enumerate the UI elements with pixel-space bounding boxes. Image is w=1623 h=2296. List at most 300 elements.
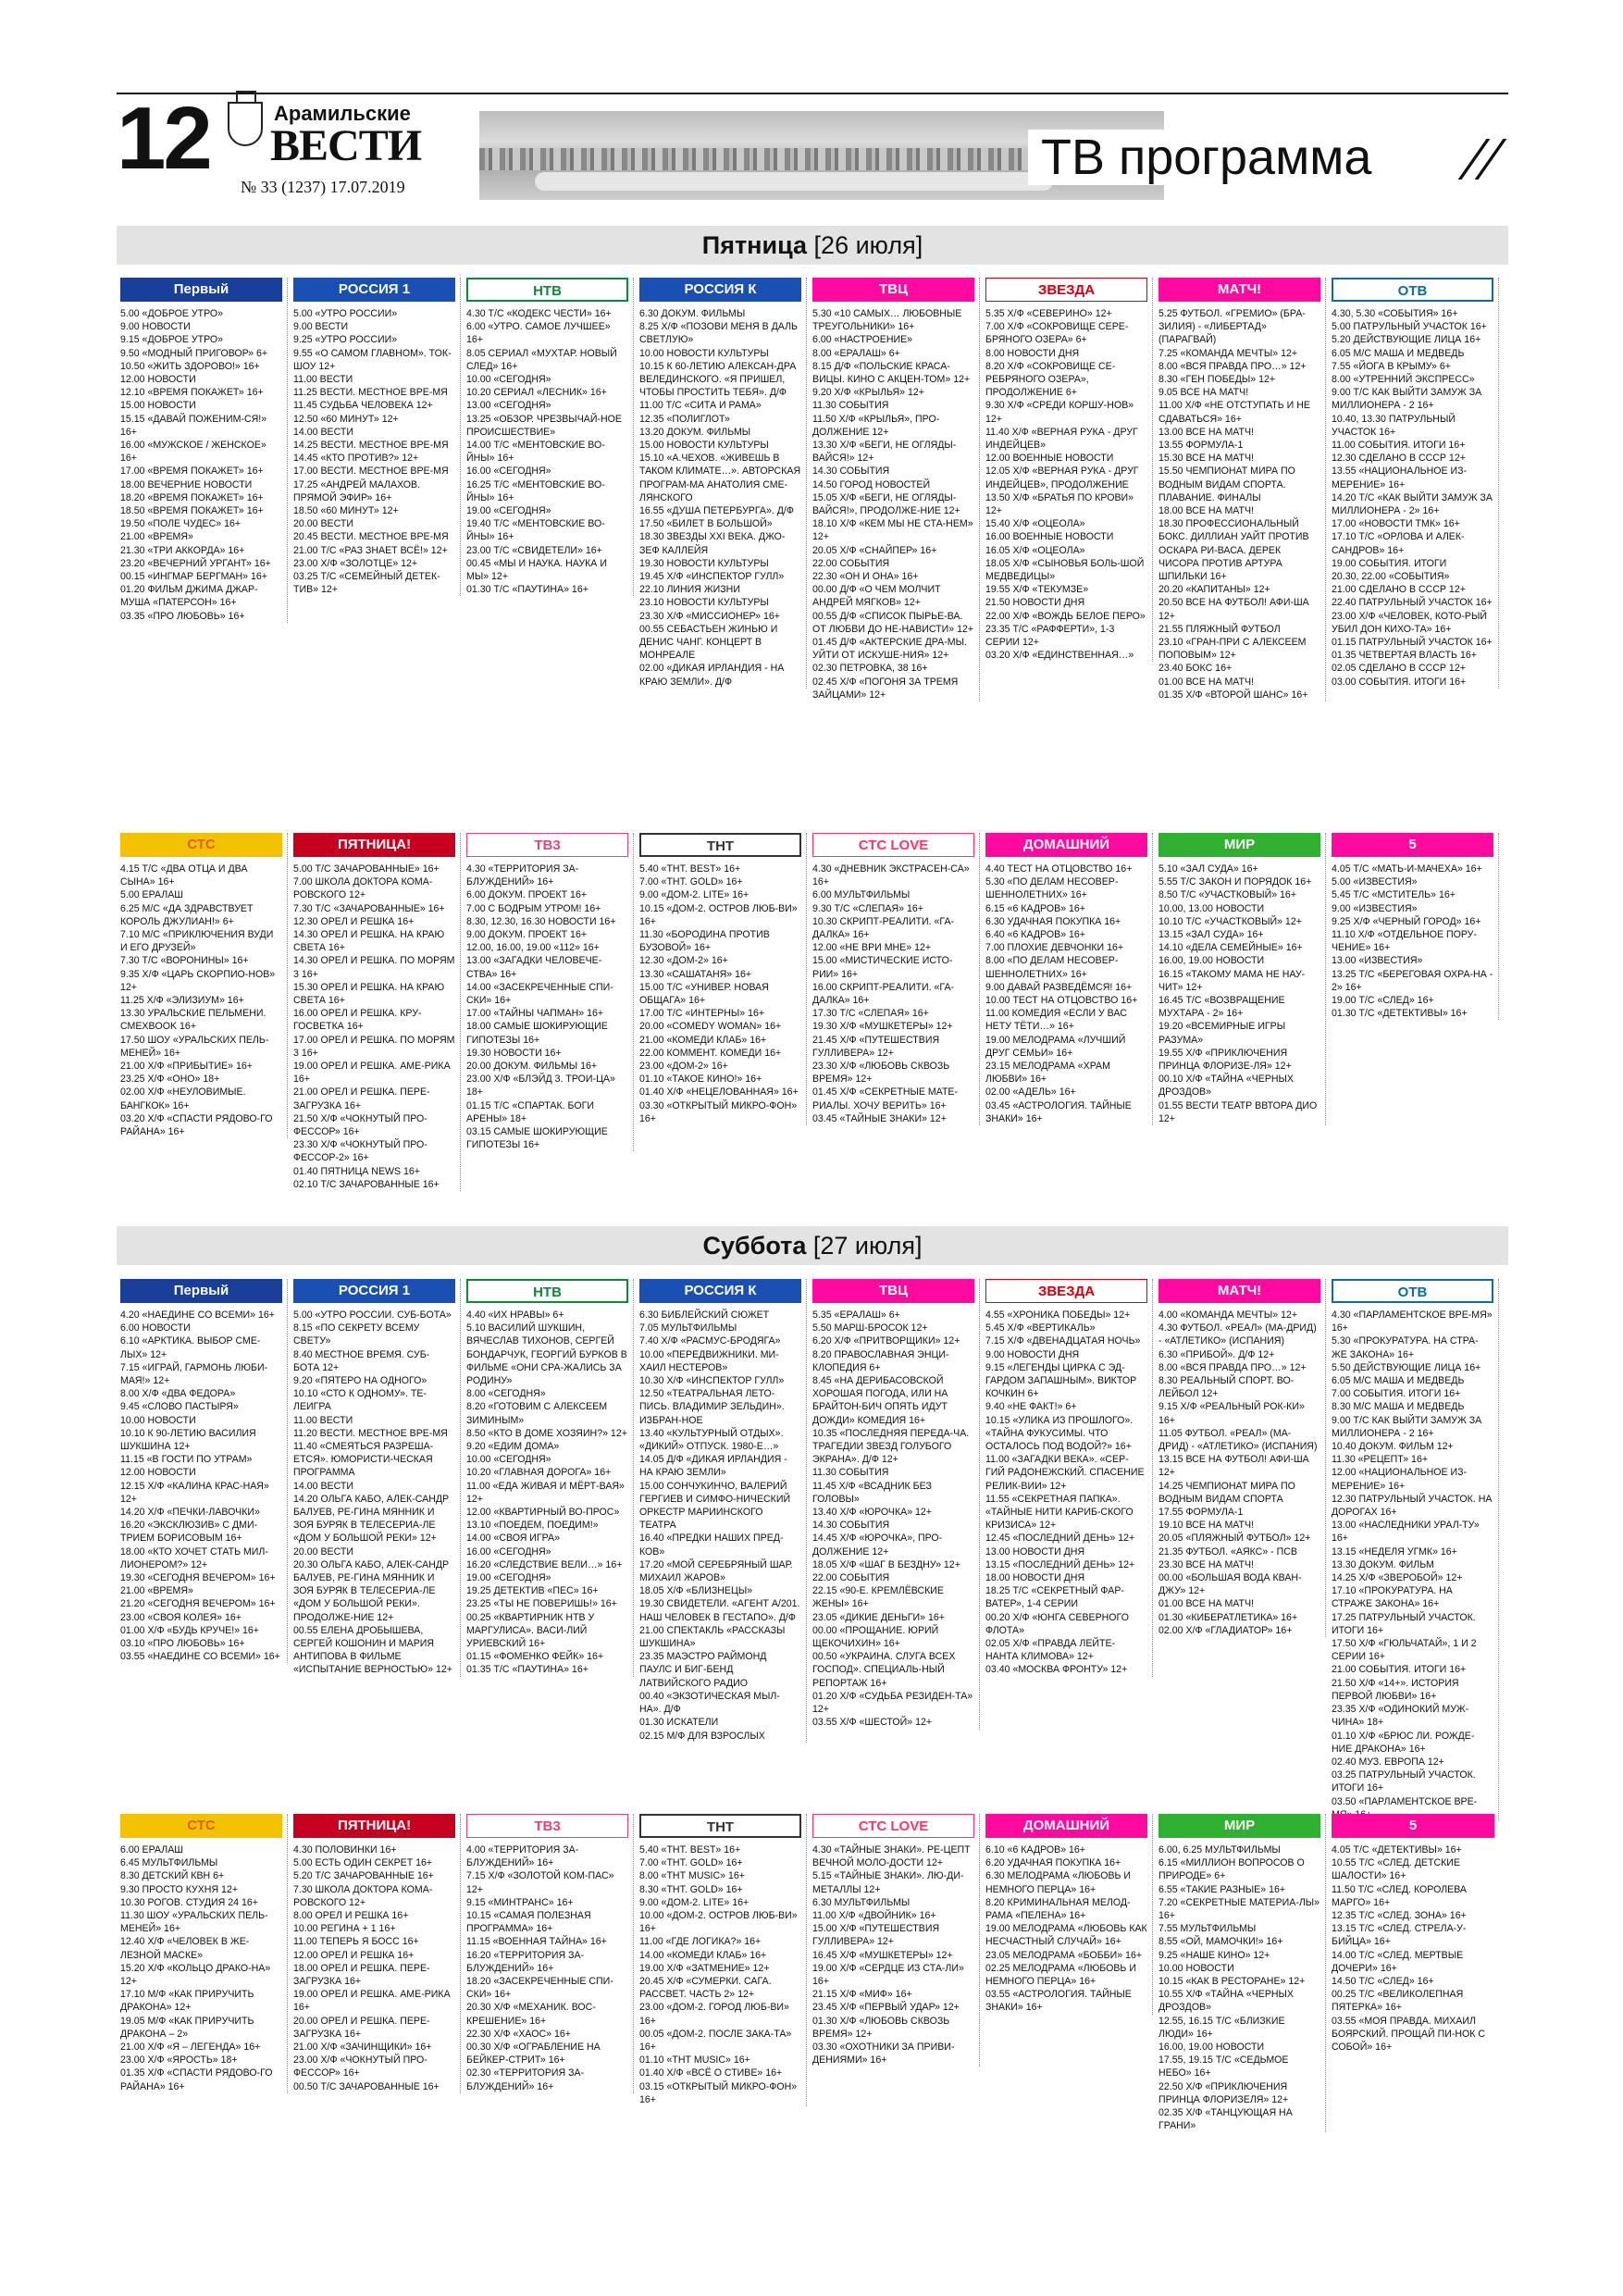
program-item: 9.00 ДОКУМ. ПРОЕКТ 16+	[466, 929, 588, 941]
program-item: 01.55 ВЕСТИ ТЕАТР ВВТОРА ДИО 12+	[1158, 1099, 1318, 1124]
program-item: 4.30 «ДНЕВНИК ЭКСТРАСЕН-СА» 16+	[812, 863, 970, 888]
program-item: 7.00 ШКОЛА ДОКТОРА КОМА-РОВСКОГО 12+	[293, 876, 433, 901]
program-item: 18.50 «ВРЕМЯ ПОКАЖЕТ» 16+	[120, 505, 264, 517]
program-item: 5.10 ВАСИЛИЙ ШУКШИН, ВЯЧЕСЛАВ ТИХОНОВ, СЕРГЕЙ БОНДАРЧУК, ГЕОРГИЙ БУРКОВ В ФИЛЬМЕ «ОНИ СРА-ЖАЛИСЬ ЗА РОДИНУ»	[466, 1322, 627, 1387]
program-item: 6.30 БИБЛЕЙСКИЙ СЮЖЕТ	[639, 1309, 770, 1321]
program-item: 01.45 Д/Ф «АКТЕРСКИЕ ДРА-МЫ. УЙТИ ОТ ИСКУШЕ-НИЯ» 12+	[812, 637, 967, 662]
program-item: 01.30 Х/Ф «ЛЮБОВЬ СКВОЗЬ ВРЕМЯ» 12+	[812, 2015, 950, 2040]
program-item: 21.45 Х/Ф «ПУТЕШЕСТВИЯ ГУЛЛИВЕРА» 12+	[812, 1034, 940, 1059]
channel-logo: МАТЧ!	[1158, 278, 1320, 302]
program-item: 8.00 «ТНТ MUSIC» 16+	[639, 1870, 745, 1882]
program-item: 21.20 «СЕГОДНЯ ВЕЧЕРОМ» 16+	[120, 1598, 276, 1610]
program-item: 03.45 «АСТРОЛОГИЯ. ТАЙНЫЕ ЗНАКИ» 16+	[985, 1099, 1132, 1124]
program-item: 8.20 КРИМИНАЛЬНАЯ МЕЛОД-РАМА «ПЕЛЕНА» 16+	[985, 1896, 1131, 1922]
program-item: 20.20 «КАПИТАНЫ» 12+	[1158, 584, 1270, 596]
program-item: 18.05 Х/Ф «БЛИЗНЕЦЫ»	[639, 1585, 753, 1597]
program-item: 18.50 «60 МИНУТ» 12+	[293, 505, 399, 517]
program-item: 22.00 СОБЫТИЯ	[812, 1572, 890, 1584]
program-item: 14.00 ВЕСТИ	[293, 426, 353, 438]
channel-logo: ТВЦ	[812, 278, 974, 302]
channel-logo: Первый	[120, 278, 282, 302]
channel-logo: РОССИЯ К	[639, 1279, 801, 1303]
program-item: 6.45 МУЛЬТФИЛЬМЫ	[120, 1857, 218, 1869]
program-item: 21.00 «ВРЕМЯ»	[120, 531, 193, 543]
program-item: 16.55 «ДУША ПЕТЕРБУРГА». Д/Ф	[639, 505, 794, 517]
program-item: 13.40 Х/Ф «ЮРОЧКА» 12+	[812, 1507, 932, 1519]
slash-decoration-icon	[1463, 139, 1505, 180]
program-item: 19.00 ОРЕЛ И РЕШКА. АМЕ-РИКА 16+	[293, 1061, 451, 1086]
program-item: 8.30, 12.30, 16.30 НОВОСТИ 16+	[466, 915, 616, 927]
program-item: 23.00 Х/Ф «ЗОЛОТЦЕ» 12+	[293, 557, 418, 569]
program-item: 4.05 Т/С «МАТЬ-И-МАЧЕХА» 16+	[1332, 863, 1482, 875]
program-item: 23.00 Х/Ф «ЯРОСТЬ» 18+	[120, 2054, 238, 2066]
program-item: 5.00 «ДОБРОЕ УТРО»	[120, 308, 224, 319]
program-item: 9.35 Х/Ф «ЦАРЬ СКОРПИО-НОВ» 12+	[120, 968, 276, 993]
program-item: 23.00 «ДОМ-2. ГОРОД ЛЮБ-ВИ» 16+	[639, 2002, 789, 2027]
program-item: 21.30 «ТРИ АККОРДА» 16+	[120, 544, 245, 556]
program-item: 20.00 «COMEDY WOMAN» 16+	[639, 1021, 782, 1033]
program-item: 19.00 СОБЫТИЯ. ИТОГИ	[1332, 557, 1447, 569]
program-item: 15.40 Х/Ф «ОЦЕОЛА»	[985, 518, 1085, 530]
program-item: 7.30 Т/С «ЗАЧАРОВАННЫЕ» 16+	[293, 902, 445, 914]
program-item: 19.00 «СЕГОДНЯ»	[466, 1572, 551, 1584]
program-item: 16.05 Х/Ф «ОЦЕОЛА»	[985, 544, 1085, 556]
program-item: 6.10 «АРКТИКА. ВЫБОР СМЕ-ЛЫХ» 12+	[120, 1335, 261, 1360]
program-item: 13.15 «НЕДЕЛЯ УГМК» 16+	[1332, 1545, 1457, 1558]
program-item: 8.05 СЕРИАЛ «МУХТАР. НОВЫЙ СЛЕД» 16+	[466, 347, 617, 372]
program-item: 17.10 Т/С «ОРЛОВА И АЛЕК-САНДРОВ» 16+	[1332, 531, 1465, 556]
program-item: 8.20 «ГОТОВИМ С АЛЕКСЕЕМ ЗИМИНЫМ»	[466, 1401, 608, 1426]
program-item: 00.25 «КВАРТИРНИК НТВ У МАРГУЛИСА». ВАСИ-ЛИЙ УРИЕВСКИЙ 16+	[466, 1611, 595, 1650]
program-item: 5.00 «УТРО РОССИИ»	[293, 308, 398, 319]
program-item: 5.25 ФУТБОЛ. «ГРЕМИО» (БРА-ЗИЛИЯ) - «ЛИБЕРТАД» (ПАРАГВАЙ)	[1158, 308, 1306, 346]
program-item: 23.25 Х/Ф «ОНО» 18+	[120, 1074, 220, 1086]
program-item: 18.25 Т/С «СЕКРЕТНЫЙ ФАР-ВАТЕР», 1-4 СЕРИИ	[985, 1585, 1124, 1610]
program-item: 11.10 Х/Ф «ОТДЕЛЬНОЕ ПОРУ-ЧЕНИЕ» 16+	[1332, 929, 1477, 954]
program-item: 17.10 М/Ф «КАК ПРИРУЧИТЬ ДРАКОНА» 12+	[120, 1989, 254, 2014]
program-item: 17.00 «ТАЙНЫ ЧАПМАН» 16+	[466, 1008, 604, 1020]
program-item: 9.00 «ИЗВЕСТИЯ»	[1332, 902, 1418, 914]
program-item: 11.45 Х/Ф «ВСАДНИК БЕЗ ГОЛОВЫ»	[812, 1480, 932, 1505]
program-item: 03.00 СОБЫТИЯ. ИТОГИ 16+	[1332, 676, 1467, 688]
program-item: 7.15 Х/Ф «ЗОЛОТОЙ КОМ-ПАС» 12+	[466, 1870, 614, 1895]
program-item: 12.30 «ДОМ-2» 16+	[639, 955, 728, 967]
program-item: 14.50 ГОРОД НОВОСТЕЙ	[812, 478, 931, 490]
program-item: 10.00 НОВОСТИ КУЛЬТУРЫ	[639, 347, 769, 359]
program-item: 14.00 «ЗАСЕКРЕЧЕННЫЕ СПИ-СКИ» 16+	[466, 981, 613, 1007]
program-item: 7.30 ШКОЛА ДОКТОРА КОМА-РОВСКОГО 12+	[293, 1883, 433, 1908]
program-item: 18.00 ВЕЧЕРНИЕ НОВОСТИ	[120, 478, 253, 490]
program-item: 4.30, 5.30 «СОБЫТИЯ» 16+	[1332, 308, 1458, 319]
program-item: 03.25 Т/С «СЕМЕЙНЫЙ ДЕТЕК-ТИВ» 12+	[293, 571, 440, 596]
program-item: 6.00 «НАСТРОЕНИЕ»	[812, 334, 913, 346]
program-item: 00.45 «МЫ И НАУКА. НАУКА И МЫ» 12+	[466, 557, 607, 583]
program-item: 11.05 ФУТБОЛ. «РЕАЛ» (МА-ДРИД) - «АТЛЕТИКО» (ИСПАНИЯ)	[1158, 1427, 1318, 1453]
program-item: 13.00 НОВОСТИ ДНЯ	[985, 1545, 1085, 1558]
program-item: 16.20 «ТЕРРИТОРИЯ ЗА-БЛУЖДЕНИЙ» 16+	[466, 1949, 585, 1974]
program-item: 7.00 «ТНТ. GOLD» 16+	[639, 876, 743, 888]
page-header	[117, 89, 1508, 215]
channel-logo: СТС	[120, 833, 282, 857]
program-item: 17.55, 19.15 Т/С «СЕДЬМОЕ НЕБО» 16+	[1158, 2054, 1289, 2079]
program-item: 17.20 «МОЙ СЕРЕБРЯНЫЙ ШАР. МИХАИЛ ЖАРОВ»	[639, 1558, 793, 1584]
program-item: 01.00 Х/Ф «БУДЬ КРУЧЕ!» 16+	[120, 1624, 259, 1636]
program-item: 7.15 «ИГРАЙ, ГАРМОНЬ ЛЮБИ-МАЯ!» 12+	[120, 1361, 268, 1387]
program-item: 21.00 ОРЕЛ И РЕШКА. ПЕРЕ-ЗАГРУЗКА 16+	[293, 1086, 430, 1111]
program-item: 01.30 Т/С «ПАУТИНА» 16+	[466, 584, 588, 596]
program-item: 20.05 Х/Ф «СНАЙПЕР» 16+	[812, 544, 937, 556]
program-item: 01.40 Х/Ф «ВСЁ О СТИВЕ» 16+	[639, 2067, 783, 2079]
program-item: 8.30 РЕАЛЬНЫЙ СПОРТ. ВО-ЛЕЙБОЛ 12+	[1158, 1375, 1295, 1400]
channel-logo: МИР	[1158, 1814, 1320, 1838]
program-item: 10.10 К 90-ЛЕТИЮ ВАСИЛИЯ ШУКШИНА 12+	[120, 1427, 256, 1453]
program-item: 10.00 НОВОСТИ	[1158, 1962, 1234, 1974]
program-item: 4.30 «ТАЙНЫЕ ЗНАКИ». РЕ-ЦЕПТ ВЕЧНОЙ МОЛО-ДОСТИ 12+	[812, 1844, 971, 1869]
program-item: 10.00 «ДОМ-2. ОСТРОВ ЛЮБ-ВИ» 16+	[639, 1910, 798, 1935]
program-item: 00.55 СЕБАСТЬЕН ЖИНЬЮ И ДЕНИС ЧАНГ. КОНЦЕРТ В МОНРЕАЛЕ	[639, 623, 778, 662]
program-item: 7.00 С БОДРЫМ УТРОМ! 16+	[466, 902, 601, 914]
program-item: 9.30 Т/С «СЛЕПАЯ» 16+	[812, 902, 923, 914]
program-item: 10.55 Т/С «СЛЕД. ДЕТСКИЕ ШАЛОСТИ» 16+	[1332, 1857, 1460, 1882]
channel-logo: РОССИЯ 1	[293, 278, 455, 302]
program-item: 16.00 «СЕГОДНЯ»	[466, 1545, 551, 1558]
program-item: 20.00 ОРЕЛ И РЕШКА. ПЕРЕ-ЗАГРУЗКА 16+	[293, 2015, 430, 2040]
program-item: 13.00 ВСЕ НА МАТЧ!	[1158, 426, 1255, 438]
program-item: 19.00 Х/Ф «СЕРДЦЕ ИЗ СТА-ЛИ» 16+	[812, 1962, 964, 1988]
program-item: 14.00 ВЕСТИ	[293, 1480, 353, 1492]
program-item: 9.00 Т/С КАК ВЫЙТИ ЗАМУЖ ЗА МИЛЛИОНЕРА - 2 16+	[1332, 1414, 1482, 1439]
program-item: 5.00 «ИЗВЕСТИЯ»	[1332, 876, 1418, 888]
program-item: 01.00 ВСЕ НА МАТЧ!	[1158, 676, 1255, 688]
program-item: 12.00 НОВОСТИ	[120, 1467, 196, 1479]
program-item: 19.45 Х/Ф «ИНСПЕКТОР ГУЛЛ»	[639, 571, 785, 583]
program-item: 10.15 «УЛИКА ИЗ ПРОШЛОГО». «ТАЙНА ФУКУСИМЫ. ЧТО ОСТАЛОСЬ ПОД ВОДОЙ?» 16+	[985, 1414, 1134, 1453]
program-item: 14.25 ВЕСТИ. МЕСТНОЕ ВРЕ-МЯ	[293, 440, 449, 452]
program-item: 10.00 «СЕГОДНЯ»	[466, 374, 551, 386]
program-item: 02.00 Х/Ф «ГЛАДИАТОР» 16+	[1158, 1624, 1293, 1636]
program-item: 23.40 БОКС 16+	[1158, 663, 1233, 675]
program-item: 11.00 ВЕСТИ	[293, 374, 353, 386]
program-item: 23.25 «ТЫ НЕ ПОВЕРИШЬ!» 16+	[466, 1598, 617, 1610]
program-item: 03.20 Х/Ф «ЕДИНСТВЕННАЯ…»	[985, 650, 1134, 662]
program-item: 18.05 Х/Ф «ШАГ В БЕЗДНУ» 12+	[812, 1558, 960, 1570]
program-item: 16.00 ОРЕЛ И РЕШКА. КРУ-ГОСВЕТКА 16+	[293, 1008, 422, 1033]
program-item: 6.30 МУЛЬТФИЛЬМЫ	[812, 1896, 911, 1908]
program-item: 20.30 ОЛЬГА КАБО, АЛЕК-САНДР БАЛУЕВ, РЕ-ГИНА МЯННИК И ЗОЯ БУРЯК В ТЕЛЕСЕРИА-ЛЕ «ДОМ У БОЛЬШОЙ РЕКИ». ПРОДОЛЖЕ-НИЕ 12+	[293, 1558, 450, 1623]
program-item: 20.30, 22.00 «СОБЫТИЯ»	[1332, 571, 1450, 583]
program-item: 01.00 ВСЕ НА МАТЧ!	[1158, 1598, 1255, 1610]
program-item: 14.25 ЧЕМПИОНАТ МИРА ПО ВОДНЫМ ВИДАМ СПОРТА	[1158, 1480, 1295, 1505]
program-item: 23.00 «ДОМ-2» 16+	[639, 1061, 728, 1073]
program-item: 7.00 Х/Ф «СОКРОВИЩЕ СЕРЕ-БРЯНОГО ОЗЕРА» 6+	[985, 321, 1129, 346]
program-item: 16.00 ВОЕННЫЕ НОВОСТИ	[985, 531, 1114, 543]
program-item: 00.00 «БОЛЬШАЯ ВОДА КВАН-ДЖУ» 12+	[1158, 1572, 1302, 1597]
program-item: 21.00 «КОМЕДИ КЛАБ» 16+	[639, 1034, 767, 1046]
program-item: 6.55 «ТАКИЕ РАЗНЫЕ» 16+	[1158, 1883, 1286, 1895]
program-item: 7.00 ПЛОХИЕ ДЕВЧОНКИ 16+	[985, 942, 1124, 954]
program-item: 03.20 Х/Ф «СПАСТИ РЯДОВО-ГО РАЙАНА» 16+	[120, 1112, 273, 1138]
program-item: 12.45 «ПОСЛЕДНИЙ ДЕНЬ» 12+	[985, 1533, 1135, 1545]
program-item: 4.05 Т/С «ДЕТЕКТИВЫ» 16+	[1332, 1844, 1462, 1855]
program-item: 12.00 НОВОСТИ	[120, 374, 196, 386]
program-item: 9.00 «ДОМ-2. LITE» 16+	[639, 1896, 750, 1908]
program-item: 4.30 Т/С «КОДЕКС ЧЕСТИ» 16+	[466, 308, 612, 319]
program-item: 17.10 «ПРОКУРАТУРА. НА СТРАЖЕ ЗАКОНА» 16+	[1332, 1585, 1453, 1610]
program-item: 03.10 «ПРО ЛЮБОВЬ» 16+	[120, 1638, 245, 1650]
program-item: 15.05 Х/Ф «БЕГИ, НЕ ОГЛЯДЫ-ВАЙСЯ!», ПРОДОЛЖЕ-НИЕ 12+	[812, 491, 960, 517]
program-item: 00.55 ЕЛЕНА ДРОБЫШЕВА, СЕРГЕЙ КОШОНИН И МАРИЯ АНТИПОВА В ФИЛЬМЕ «ИСПЫТАНИЕ ВЕРНОСТЬЮ» 12+	[293, 1624, 452, 1676]
day-title: Пятница	[701, 231, 814, 259]
program-item: 02.05 Х/Ф «ПРАВДА ЛЕЙТЕ-НАНТА КЛИМОВА» 12+	[985, 1638, 1116, 1663]
program-item: 8.30 ДЕТСКИЙ КВН 6+	[120, 1870, 225, 1882]
program-item: 4.00 «КОМАНДА МЕЧТЫ» 12+	[1158, 1309, 1298, 1321]
program-item: 9.15 «ЛЕГЕНДЫ ЦИРКА С ЭД-ГАРДОМ ЗАПАШНЫМ». ВИКТОР КОЧКИН 6+	[985, 1361, 1137, 1400]
program-item: 19.30 Х/Ф «МУШКЕТЕРЫ» 12+	[812, 1021, 953, 1033]
program-item: 10.15 К 60-ЛЕТИЮ АЛЕКСАН-ДРА ВЕЛЕДИНСКОГО. «Я ПРИШЕЛ, ЧТОБЫ ПРОСТИТЬ ТЕБЯ». Д/Ф	[639, 360, 797, 399]
channel-block	[293, 278, 461, 596]
channel-logo: ТНТ	[639, 833, 801, 857]
program-item: 9.25 Х/Ф «ЧЕРНЫЙ ГОРОД» 16+	[1332, 915, 1481, 927]
program-item: 13.00 «ЗАГАДКИ ЧЕЛОВЕЧЕ-СТВА» 16+	[466, 955, 602, 980]
program-item: 15.50 ЧЕМПИОНАТ МИРА ПО ВОДНЫМ ВИДАМ СПОРТА. ПЛАВАНИЕ. ФИНАЛЫ	[1158, 465, 1295, 503]
program-item: 8.20 Х/Ф «СОКРОВИЩЕ СЕ-РЕБРЯНОГО ОЗЕРА», ПРОДОЛЖЕНИЕ 6+	[985, 360, 1116, 399]
channel-block	[1332, 278, 1499, 689]
program-item: 11.30 СОБЫТИЯ	[812, 400, 889, 412]
program-item: 13.30 «САШАТАНЯ» 16+	[639, 968, 752, 980]
program-item: 8.15 «ПО СЕКРЕТУ ВСЕМУ СВЕТУ»	[293, 1322, 420, 1347]
program-item: 23.10 «ГРАН-ПРИ С АЛЕКСЕЕМ ПОПОВЫМ» 12+	[1158, 637, 1307, 662]
program-item: 5.00 ЕСТЬ ОДИН СЕКРЕТ 16+	[293, 1857, 433, 1869]
channel-block	[1158, 1814, 1326, 2132]
channel-block	[812, 278, 980, 701]
channel-logo: ТВЦ	[812, 1279, 974, 1303]
program-item: 16.00, 19.00 НОВОСТИ	[1158, 2042, 1265, 2054]
program-item: 11.00 СОБЫТИЯ. ИТОГИ 16+	[1332, 440, 1466, 452]
program-item: 10.10 «СТО К ОДНОМУ». ТЕ-ЛЕИГРА	[293, 1388, 427, 1413]
program-item: 16.00 «СЕГОДНЯ»	[466, 465, 551, 478]
program-item: 10.15 «САМАЯ ПОЛЕЗНАЯ ПРОГРАММА» 16+	[466, 1910, 591, 1935]
program-item: 00.50 «УКРАИНА. СЛУГА ВСЕХ ГОСПОД». СПЕЦИАЛЬ-НЫЙ РЕПОРТАЖ 16+	[812, 1651, 956, 1689]
program-item: 14.20 Х/Ф «ПЕЧКИ-ЛАВОЧКИ»	[120, 1507, 260, 1519]
program-item: 00.40 «ЭКЗОТИЧЕСКАЯ МЫЛ-НА». Д/Ф	[639, 1690, 780, 1716]
channel-block	[985, 278, 1153, 662]
program-item: 11.25 ВЕСТИ. МЕСТНОЕ ВРЕ-МЯ	[293, 387, 448, 399]
program-item: 03.55 «НАЕДИНЕ СО ВСЕМИ» 16+	[120, 1651, 280, 1663]
program-item: 18.30 ЗВЕЗДЫ XXI ВЕКА. ДЖО-ЗЕФ КАЛЛЕЙЯ	[639, 531, 786, 556]
program-item: 19.30 СВИДЕТЕЛИ. «АГЕНТ А/201. НАШ ЧЕЛОВЕК В ГЕСТАПО». Д/Ф	[639, 1598, 800, 1623]
program-item: 17.00 Т/С «ИНТЕРНЫ» 16+	[639, 1008, 765, 1020]
program-item: 4.40 ТЕСТ НА ОТЦОВСТВО 16+	[985, 863, 1133, 875]
program-item: 11.45 СУДЬБА ЧЕЛОВЕКА 12+	[293, 400, 433, 412]
program-item: 00.20 Х/Ф «ЮНГА СЕВЕРНОГО ФЛОТА»	[985, 1611, 1129, 1636]
program-item: 17.50 Х/Ф «ГЮЛЬЧАТАЙ», 1 И 2 СЕРИИ 16+	[1332, 1638, 1477, 1663]
program-item: 10.55 Х/Ф «ТАЙНА «ЧЕРНЫХ ДРОЗДОВ»	[1158, 1989, 1294, 2014]
program-item: 10.50 «ЖИТЬ ЗДОРОВО!» 16+	[120, 360, 260, 372]
program-item: 02.45 Х/Ф «ПОГОНЯ ЗА ТРЕМЯ ЗАЙЦАМИ» 12+	[812, 676, 959, 701]
program-item: 15.15 «ДАВАЙ ПОЖЕНИМ-СЯ!» 16+	[120, 413, 267, 438]
program-item: 17.00 ВЕСТИ. МЕСТНОЕ ВРЕ-МЯ	[293, 465, 449, 478]
program-item: 02.05 СДЕЛАНО В СССР 12+	[1332, 663, 1466, 675]
program-item: 10.10 Т/С «УЧАСТКОВЫЙ» 12+	[1158, 915, 1302, 927]
program-item: 19.30 НОВОСТИ КУЛЬТУРЫ	[639, 557, 769, 569]
program-item: 11.55 «СЕКРЕТНАЯ ПАПКА». «ТАЙНЫЕ НИТИ КАРИБ-СКОГО КРИЗИСА» 12+	[985, 1493, 1134, 1532]
program-item: 19.20 «ВСЕМИРНЫЕ ИГРЫ РАЗУМА»	[1158, 1021, 1286, 1046]
program-item: 13.00 «ИЗВЕСТИЯ»	[1332, 955, 1423, 967]
program-item: 15.00 Х/Ф «ПУТЕШЕСТВИЯ ГУЛЛИВЕРА» 12+	[812, 1923, 940, 1948]
program-item: 21.50 Х/Ф «14+». ИСТОРИЯ ПЕРВОЙ ЛЮБВИ» 16+	[1332, 1677, 1459, 1702]
program-item: 11.00 Т/С «СИТА И РАМА»	[639, 400, 762, 412]
channel-block	[120, 278, 288, 623]
program-item: 18.00 ОРЕЛ И РЕШКА. ПЕРЕ-ЗАГРУЗКА 16+	[293, 1962, 430, 1988]
program-item: 18.00 САМЫЕ ШОКИРУЮЩИЕ ГИПОТЕЗЫ 16+	[466, 1021, 608, 1046]
program-item: 21.55 ПЛЯЖНЫЙ ФУТБОЛ	[1158, 623, 1281, 635]
channel-logo: ТВ3	[466, 1814, 628, 1838]
program-item: 8.30 «ТНТ. GOLD» 16+	[639, 1883, 743, 1895]
program-item: 23.30 Х/Ф «ЧОКНУТЫЙ ПРО-ФЕССОР-2» 16+	[293, 1139, 427, 1164]
program-item: 11.00 Х/Ф «НЕ ОТСТУПАТЬ И НЕ СДАВАТЬСЯ» 16+	[1158, 400, 1310, 425]
program-item: 8.00 «ПО ДЕЛАМ НЕСОВЕР-ШЕННОЛЕТНИХ» 16+	[985, 955, 1119, 980]
program-item: 5.30 «ПО ДЕЛАМ НЕСОВЕР-ШЕННОЛЕТНИХ» 16+	[985, 876, 1119, 901]
program-item: 6.30 «ПРИБОЙ». Д/Ф 12+	[1158, 1348, 1275, 1360]
program-item: 16.20 «ЭКСКЛЮЗИВ» С ДМИ-ТРИЕМ БОРИСОВЫМ 16+	[120, 1520, 258, 1545]
program-item: 13.15 «ПОСЛЕДНИЙ ДЕНЬ» 12+	[985, 1558, 1135, 1570]
program-item: 4.55 «ХРОНИКА ПОБЕДЫ» 12+	[985, 1309, 1131, 1321]
program-item: 02.10 Т/С ЗАЧАРОВАННЫЕ 16+	[293, 1178, 440, 1190]
program-item: 13.00 «НАСЛЕДНИКИ УРАЛ-ТУ» 16+	[1332, 1520, 1480, 1545]
program-item: 23.35 Х/Ф «ОДИНОКИЙ МУЖ-ЧИНА» 18+	[1332, 1704, 1469, 1729]
program-item: 9.20 «ПЯТЕРО НА ОДНОГО»	[293, 1375, 427, 1387]
program-item: 15.00 НОВОСТИ	[120, 400, 196, 412]
program-item: 10.20 СЕРИАЛ «ЛЕСНИК» 16+	[466, 387, 607, 399]
program-item: 10.20 «ГЛАВНАЯ ДОРОГА» 16+	[466, 1467, 612, 1479]
program-item: 21.00 СПЕКТАКЛЬ «РАССКАЗЫ ШУКШИНА»	[639, 1624, 786, 1650]
program-item: 16.15 «ТАКОМУ МАМА НЕ НАУ-ЧИТ» 12+	[1158, 968, 1306, 993]
program-item: 16.25 Т/С «МЕНТОВСКИЕ ВО-ЙНЫ» 16+	[466, 478, 605, 503]
program-item: 13.15 ВСЕ НА ФУТБОЛ! АФИ-ША 12+	[1158, 1454, 1309, 1479]
program-item: 17.25 «АНДРЕЙ МАЛАХОВ. ПРЯМОЙ ЭФИР» 16+	[293, 478, 421, 503]
program-item: 5.20 ДЕЙСТВУЮЩИЕ ЛИЦА 16+	[1332, 334, 1481, 346]
program-item: 20.45 Х/Ф «СУМЕРКИ. САГА. РАССВЕТ. ЧАСТЬ 2» 12+	[639, 1976, 772, 2001]
program-item: 12.55, 16.15 Т/С «БЛИЗКИЕ ЛЮДИ» 16+	[1158, 2015, 1285, 2040]
program-item: 01.40 ПЯТНИЦА NEWS 16+	[293, 1165, 420, 1177]
program-item: 9.25 «НАШЕ КИНО» 12+	[1158, 1949, 1270, 1961]
program-item: 6.30 УДАЧНАЯ ПОКУПКА 16+	[985, 915, 1121, 927]
program-item: 5.00 Т/С ЗАЧАРОВАННЫЕ» 16+	[293, 863, 440, 875]
program-item: 01.20 ФИЛЬМ ДЖИМА ДЖАР-МУША «ПАТЕРСОН» 16+	[120, 584, 258, 609]
program-item: 14.30 ОРЕЛ И РЕШКА. НА КРАЮ СВЕТА 16+	[293, 929, 445, 954]
program-item: 23.45 Х/Ф «ПЕРВЫЙ УДАР» 12+	[812, 2002, 960, 2014]
channel-logo: НТВ	[466, 1279, 628, 1303]
program-item: 8.50 «КТО В ДОМЕ ХОЗЯИН?» 12+	[466, 1427, 627, 1439]
program-item: 19.00 МЕЛОДРАМА «ЛУЧШИЙ ДРУГ СЕМЬИ» 16+	[985, 1034, 1126, 1059]
program-item: 9.20 Х/Ф «КРЫЛЬЯ» 12+	[812, 387, 924, 399]
channel-logo: ЗВЕЗДА	[985, 1279, 1147, 1303]
program-item: 22.40 ПАТРУЛЬНЫЙ УЧАСТОК 16+	[1332, 597, 1493, 609]
program-item: 17.00 «НОВОСТИ ТМК» 16+	[1332, 518, 1460, 530]
program-item: 7.00 «ТНТ. GOLD» 16+	[639, 1857, 743, 1869]
program-item: 12.00, 16.00, 19.00 «112» 16+	[466, 942, 600, 954]
program-item: 14.05 Д/Ф «ДИКАЯ ИРЛАНДИЯ - НА КРАЮ ЗЕМЛИ»	[639, 1454, 787, 1479]
program-item: 13.30 ДОКУМ. ФИЛЬМ	[1332, 1558, 1434, 1570]
program-item: 5.30 «10 САМЫХ… ЛЮБОВНЫЕ ТРЕУГОЛЬНИКИ» 16+	[812, 308, 962, 333]
program-item: 18.20 «ЗАСЕКРЕЧЕННЫЕ СПИ-СКИ» 16+	[466, 1976, 613, 2001]
program-item: 12.35 «ПОЛИГЛОТ»	[639, 413, 730, 425]
masthead-top: Арамильские	[274, 102, 411, 125]
program-item: 19.05 М/Ф «КАК ПРИРУЧИТЬ ДРАКОНА – 2»	[120, 2015, 254, 2040]
program-item: 01.20 Х/Ф «СУДЬБА РЕЗИДЕН-ТА» 12+	[812, 1690, 973, 1716]
program-item: 23.15 МЕЛОДРАМА «ХРАМ ЛЮБВИ» 16+	[985, 1061, 1110, 1086]
program-item: 17.50 «БИЛЕТ В БОЛЬШОЙ»	[639, 518, 773, 530]
program-item: 8.00 «УТРЕННИЙ ЭКСПРЕСС»	[1332, 374, 1475, 386]
program-item: 21.00 Х/Ф «ЗАЧИНЩИКИ» 16+	[293, 2042, 432, 2054]
program-item: 12.40 Х/Ф «ЧЕЛОВЕК В ЖЕ-ЛЕЗНОЙ МАСКЕ»	[120, 1936, 250, 1961]
program-item: 02.25 МЕЛОДРАМА «ЛЮБОВЬ И НЕМНОГО ПЕРЦА» 16+	[985, 1962, 1136, 1988]
program-item: 9.15 «МИНТРАНС» 16+	[466, 1896, 574, 1908]
program-item: 00.00 Д/Ф «О ЧЕМ МОЛЧИТ АНДРЕЙ МЯГКОВ» 12+	[812, 584, 941, 609]
program-item: 5.00 ЕРАЛАШ	[120, 889, 184, 901]
program-item: 6.00 «УТРО. САМОЕ ЛУЧШЕЕ» 16+	[466, 321, 611, 346]
channel-block	[1332, 1814, 1499, 2054]
program-item: 19.30 «СЕГОДНЯ ВЕЧЕРОМ» 16+	[120, 1572, 276, 1584]
program-item: 19.40 Т/С «МЕНТОВСКИЕ ВО-ЙНЫ» 16+	[466, 518, 605, 543]
program-item: 5.15 «ТАЙНЫЕ ЗНАКИ». ЛЮ-ДИ-МЕТАЛЛЫ 12+	[812, 1870, 964, 1895]
program-item: 9.15 Х/Ф «РЕАЛЬНЫЙ РОК-КИ» 16+	[1158, 1401, 1305, 1426]
program-item: 01.30 «КИБЕРАТЛЕТИКА» 16+	[1158, 1611, 1298, 1623]
program-item: 23.30 Х/Ф «МИССИОНЕР» 16+	[639, 610, 780, 622]
program-item: 01.35 Х/Ф «СПАСТИ РЯДОВО-ГО РАЙАНА» 16+	[120, 2067, 273, 2092]
program-item: 10.30 СКРИПТ-РЕАЛИТИ. «ГА-ДАЛКА» 16+	[812, 915, 955, 941]
channel-block	[293, 833, 461, 1191]
program-item: 22.10 ЛИНИЯ ЖИЗНИ	[639, 584, 740, 596]
program-item: 14.00 «СВОЯ ИГРА»	[466, 1533, 560, 1545]
program-item: 00.10 Х/Ф «ТАЙНА «ЧЕРНЫХ ДРОЗДОВ»	[1158, 1074, 1294, 1098]
program-item: 19.00 ОРЕЛ И РЕШКА. АМЕ-РИКА 16+	[293, 1989, 451, 2014]
program-item: 01.40 Х/Ф «НЕЦЕЛОВАННАЯ» 16+	[639, 1086, 799, 1098]
program-item: 18.00 ВСЕ НА МАТЧ!	[1158, 505, 1255, 517]
channel-block	[812, 1279, 980, 1730]
program-item: 20.00 ВЕСТИ	[293, 1545, 353, 1558]
channel-block	[985, 1279, 1153, 1677]
program-item: 20.45 ВЕСТИ. МЕСТНОЕ ВРЕ-МЯ	[293, 531, 449, 543]
program-item: 02.00 «ДИКАЯ ИРЛАНДИЯ - НА КРАЮ ЗЕМЛИ». Д/Ф	[639, 663, 785, 688]
channel-block	[639, 1814, 807, 2106]
program-item: 23.35 МАЭСТРО РАЙМОНД ПАУЛС И БИГ-БЕНД ЛАТВИЙСКОГО РАДИО	[639, 1651, 767, 1689]
program-item: 17.25 ПАТРУЛЬНЫЙ УЧАСТОК. ИТОГИ 16+	[1332, 1611, 1476, 1636]
program-item: 5.50 ДЕЙСТВУЮЩИЕ ЛИЦА 16+	[1332, 1361, 1481, 1373]
channel-logo: ДОМАШНИЙ	[985, 833, 1147, 857]
channel-logo: ЗВЕЗДА	[985, 278, 1147, 302]
program-item: 03.30 «ОХОТНИКИ ЗА ПРИВИ-ДЕНИЯМИ» 16+	[812, 2042, 955, 2066]
channel-block	[1158, 833, 1326, 1125]
program-item: 22.50 Х/Ф «ПРИКЛЮЧЕНИЯ ПРИНЦА ФЛОРИЗЕЛЯ» 12+	[1158, 2080, 1289, 2105]
program-item: 5.10 «ЗАЛ СУДА» 16+	[1158, 863, 1258, 875]
program-item: 6.20 УДАЧНАЯ ПОКУПКА 16+	[985, 1857, 1121, 1869]
program-item: 6.00 ДОКУМ. ПРОЕКТ 16+	[466, 889, 588, 901]
program-item: 22.30 Х/Ф «ХАОС» 16+	[466, 2028, 571, 2040]
program-item: 03.15 САМЫЕ ШОКИРУЮЩИЕ ГИПОТЕЗЫ 16+	[466, 1126, 608, 1151]
program-item: 22.30 «ОН И ОНА» 16+	[812, 571, 919, 583]
channel-block	[639, 833, 807, 1125]
program-item: 11.40 «СМЕЯТЬСЯ РАЗРЕША-ЕТСЯ». ЮМОРИСТИ-ЧЕСКАЯ ПРОГРАММА	[293, 1441, 434, 1479]
program-item: 01.15 Т/С «СПАРТАК. БОГИ АРЕНЫ» 18+	[466, 1099, 594, 1124]
program-item: 03.55 Х/Ф «ШЕСТОЙ» 12+	[812, 1717, 933, 1729]
program-item: 10.00 ТЕСТ НА ОТЦОВСТВО 16+	[985, 995, 1138, 1007]
program-item: 8.30 «ГЕН ПОБЕДЫ» 12+	[1158, 374, 1276, 386]
program-item: 19.10 ВСЕ НА МАТЧ!	[1158, 1520, 1255, 1532]
program-item: 11.00 КОМЕДИЯ «ЕСЛИ У ВАС НЕТУ ТЁТИ…» 16+	[985, 1008, 1127, 1033]
program-item: 9.00 «ДОМ-2. LITE» 16+	[639, 889, 750, 901]
program-item: 14.30 ОРЕЛ И РЕШКА. ПО МОРЯМ 3 16+	[293, 955, 455, 980]
